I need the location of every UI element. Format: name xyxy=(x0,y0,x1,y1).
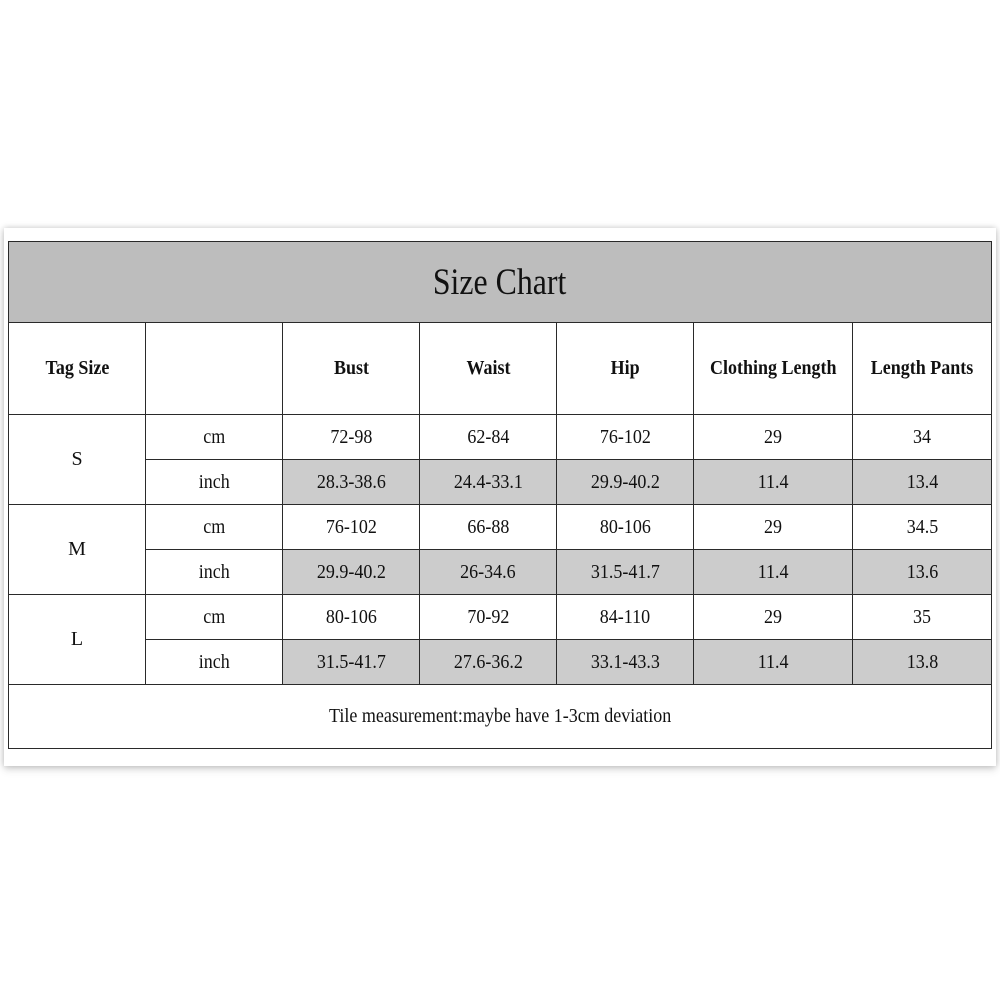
length-pants-cell: 35 xyxy=(853,595,992,640)
length-pants-cell: 13.4 xyxy=(853,460,992,505)
length-pants-cell: 34.5 xyxy=(853,505,992,550)
unit-cell: inch xyxy=(146,640,283,685)
header-bust: Bust xyxy=(283,323,420,415)
title-row xyxy=(9,242,992,323)
length-pants-cell: 13.6 xyxy=(853,550,992,595)
hip-cell: 80-106 xyxy=(557,505,694,550)
size-chart-card xyxy=(4,228,996,766)
bust-cell: 28.3-38.6 xyxy=(283,460,420,505)
header-waist: Waist xyxy=(420,323,557,415)
clothing-length-cell: 29 xyxy=(694,415,853,460)
clothing-length-cell: 11.4 xyxy=(694,550,853,595)
waist-cell: 66-88 xyxy=(420,505,557,550)
table-row xyxy=(9,415,992,460)
header-clothing-length: Clothing Length xyxy=(694,323,853,415)
hip-cell: 76-102 xyxy=(557,415,694,460)
unit-cell: inch xyxy=(146,550,283,595)
tag-size-m: M xyxy=(9,505,146,595)
hip-cell: 31.5-41.7 xyxy=(557,550,694,595)
table-row xyxy=(9,595,992,640)
clothing-length-cell: 11.4 xyxy=(694,640,853,685)
header-length-pants: Length Pants xyxy=(853,323,992,415)
bust-cell: 76-102 xyxy=(283,505,420,550)
unit-cell: cm xyxy=(146,595,283,640)
tag-size-s: S xyxy=(9,415,146,505)
table-row xyxy=(9,460,992,505)
waist-cell: 27.6-36.2 xyxy=(420,640,557,685)
hip-cell: 29.9-40.2 xyxy=(557,460,694,505)
table-row xyxy=(9,550,992,595)
tag-size-l: L xyxy=(9,595,146,685)
bust-cell: 29.9-40.2 xyxy=(283,550,420,595)
length-pants-cell: 34 xyxy=(853,415,992,460)
unit-cell: cm xyxy=(146,505,283,550)
hip-cell: 84-110 xyxy=(557,595,694,640)
waist-cell: 24.4-33.1 xyxy=(420,460,557,505)
table-row xyxy=(9,505,992,550)
clothing-length-cell: 11.4 xyxy=(694,460,853,505)
unit-cell: cm xyxy=(146,415,283,460)
chart-title: Size Chart xyxy=(433,261,567,303)
table-row xyxy=(9,640,992,685)
header-unit xyxy=(146,323,283,415)
header-hip: Hip xyxy=(557,323,694,415)
hip-cell: 33.1-43.3 xyxy=(557,640,694,685)
clothing-length-cell: 29 xyxy=(694,595,853,640)
footer-row xyxy=(9,685,992,749)
waist-cell: 26-34.6 xyxy=(420,550,557,595)
waist-cell: 62-84 xyxy=(420,415,557,460)
waist-cell: 70-92 xyxy=(420,595,557,640)
chart-title-cell xyxy=(9,242,992,323)
clothing-length-cell: 29 xyxy=(694,505,853,550)
bust-cell: 31.5-41.7 xyxy=(283,640,420,685)
header-row xyxy=(9,323,992,415)
length-pants-cell: 13.8 xyxy=(853,640,992,685)
footer-note-cell xyxy=(9,685,992,749)
bust-cell: 80-106 xyxy=(283,595,420,640)
footer-note: Tile measurement:maybe have 1-3cm deviation xyxy=(328,705,672,727)
header-tag-size: Tag Size xyxy=(9,323,146,415)
bust-cell: 72-98 xyxy=(283,415,420,460)
unit-cell: inch xyxy=(146,460,283,505)
size-chart-table xyxy=(8,241,992,749)
